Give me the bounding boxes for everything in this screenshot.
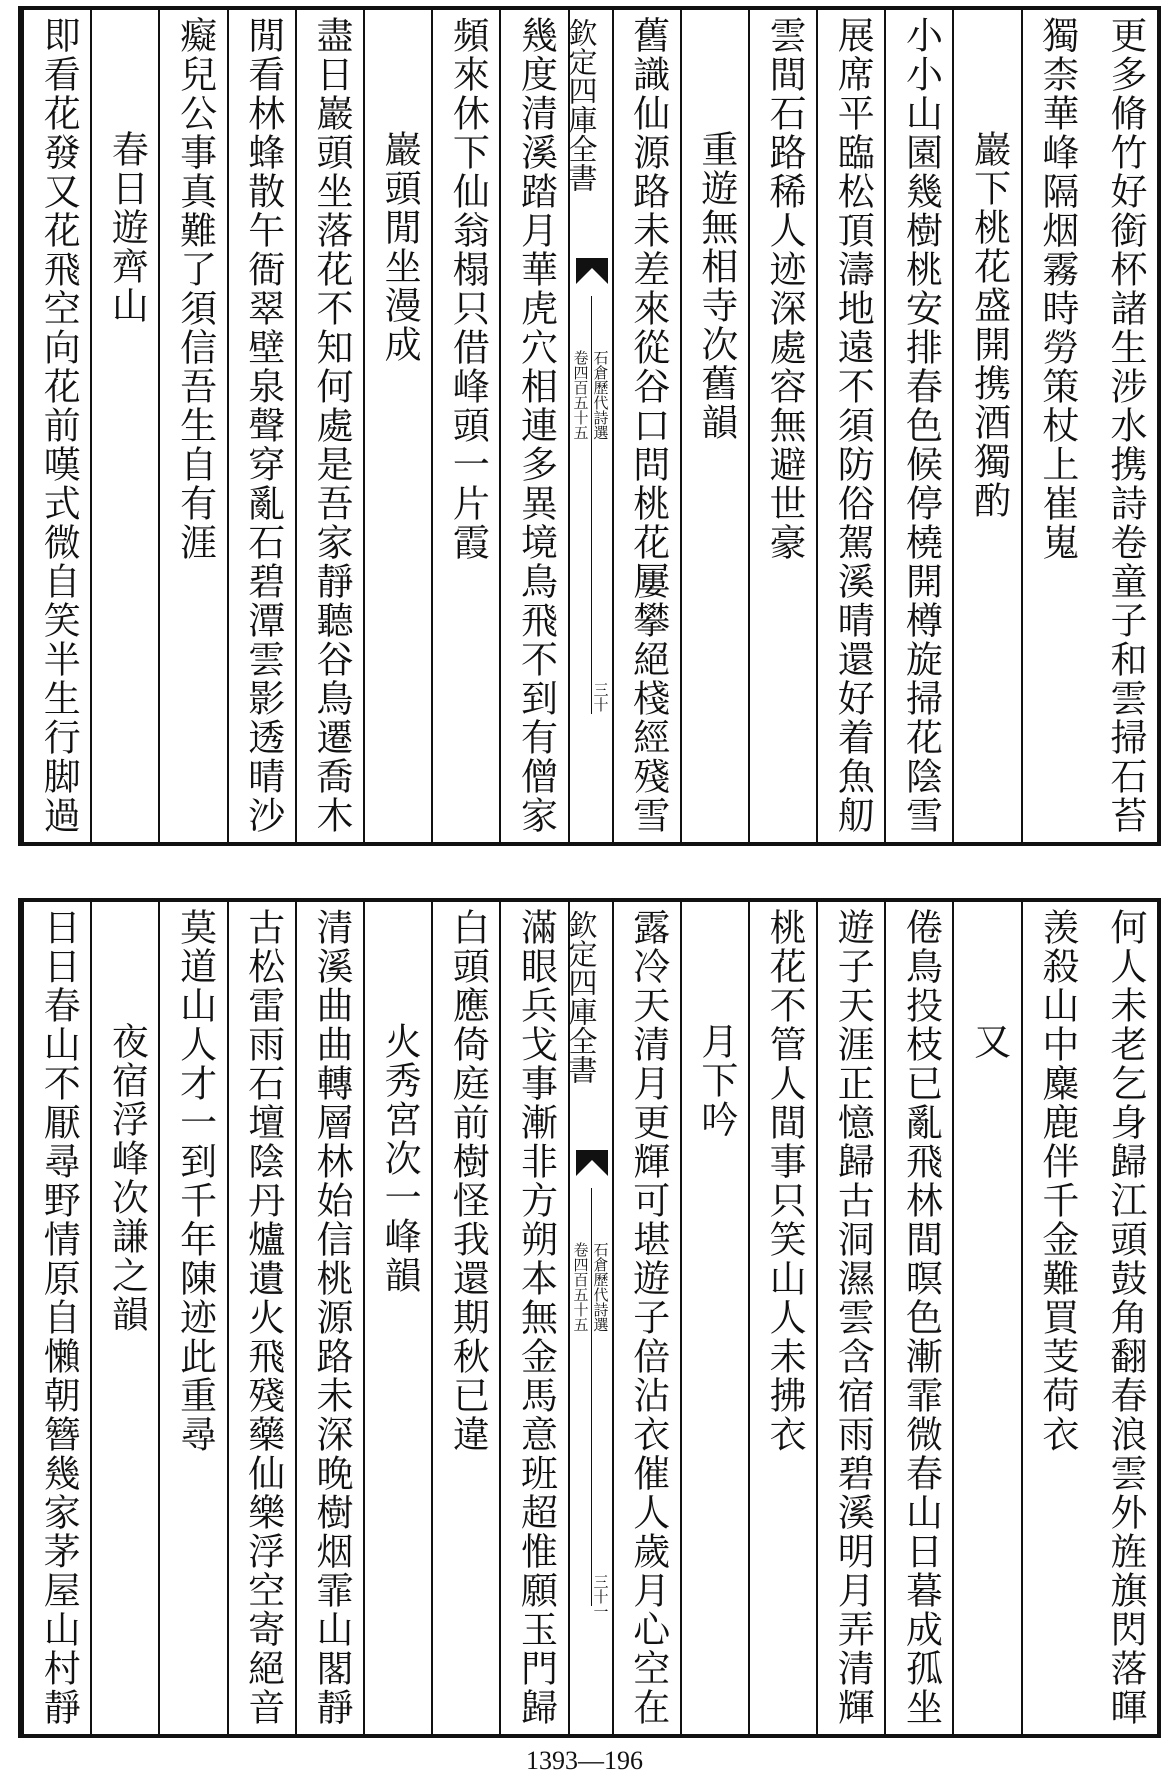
poem-line: 遊子天涯正憶歸古洞濕雲含宿雨碧溪明月弄清輝	[831, 908, 875, 1727]
poem-title: 又	[967, 1022, 1011, 1061]
text-column	[748, 10, 816, 842]
poem-title-column	[90, 10, 158, 842]
poem-line: 即看花發又花飛空向花前嘆式微自笑半生行脚過	[37, 16, 81, 835]
volume-label: 卷四百五十五	[571, 1242, 590, 1332]
poem-title-column	[952, 10, 1020, 842]
poem-line: 清溪曲曲轉層林始信桃源路未深晚樹烟霏山閣靜	[309, 908, 353, 1727]
center-fold-column	[564, 10, 612, 842]
book-title: 欽定四庫全書	[564, 18, 599, 192]
poem-line: 小小山園幾樹桃安排春色候停橈開樽旋掃花陰雪	[899, 16, 943, 835]
collection-name: 石倉歷代詩選	[591, 350, 610, 440]
fish-tail-mark-icon	[576, 1150, 608, 1176]
text-column	[612, 902, 680, 1734]
text-column	[431, 10, 499, 842]
book-title: 欽定四庫全書	[564, 910, 599, 1084]
poem-line: 雲間石路稀人迹深處容無避世豪	[763, 16, 807, 562]
poem-line: 幾度清溪踏月華虎穴相連多異境鳥飛不到有僧家	[514, 16, 558, 835]
text-column	[612, 10, 680, 842]
fish-tail-mark-icon	[576, 258, 608, 284]
poem-line: 古松雷雨石壇陰丹爐遺火飛殘藥仙樂浮空寄絕音	[241, 908, 285, 1727]
text-column	[1089, 10, 1157, 842]
poem-line: 頻來休下仙翁榻只借峰頭一片霞	[446, 16, 490, 562]
text-column	[227, 902, 295, 1734]
text-column	[22, 10, 90, 842]
poem-line: 何人未老乞身歸江頭鼓角翻春浪雲外旌旗閃落暉	[1104, 908, 1147, 1727]
poem-line: 桃花不管人間事只笑山人未拂衣	[763, 908, 807, 1454]
text-column	[1021, 902, 1089, 1734]
page-top	[18, 6, 1161, 846]
leaf-number: 三十一	[591, 1574, 610, 1619]
text-column	[1089, 902, 1157, 1734]
collection-note	[571, 1242, 610, 1382]
poem-title: 重遊無相寺次舊韻	[694, 130, 738, 442]
poem-line: 舊識仙源路未差來從谷口問桃花屢攀絕棧經殘雪	[626, 16, 670, 835]
text-column	[816, 902, 884, 1734]
poem-title-column	[952, 902, 1020, 1734]
text-column	[1021, 10, 1089, 842]
poem-line: 展席平臨松頂濤地遠不須防俗駕溪晴還好着魚舠	[831, 16, 875, 835]
text-column	[816, 10, 884, 842]
text-column	[22, 902, 90, 1734]
poem-line: 更多脩竹好銜杯諸生涉水携詩卷童子和雲掃石苔	[1104, 16, 1147, 835]
poem-line: 白頭應倚庭前樹怪我還期秋已違	[446, 908, 490, 1454]
leaf-number: 三十	[591, 682, 610, 712]
text-column	[431, 902, 499, 1734]
poem-title-column	[90, 902, 158, 1734]
poem-title: 巖頭閒坐漫成	[378, 130, 422, 364]
poem-line: 羡殺山中麋鹿伴千金難買芰荷衣	[1035, 908, 1079, 1454]
volume-label: 卷四百五十五	[571, 350, 590, 440]
text-column	[748, 902, 816, 1734]
poem-line: 倦鳥投枝已亂飛林間暝色漸霏微春山日暮成孤坐	[899, 908, 943, 1727]
poem-title: 春日遊齊山	[105, 130, 149, 325]
poem-title: 夜宿浮峰次謙之韻	[105, 1022, 149, 1334]
text-column	[499, 10, 567, 842]
poem-title-column	[363, 902, 431, 1734]
text-column	[295, 902, 363, 1734]
page-number: 1393—196	[526, 1746, 643, 1775]
poem-title: 月下吟	[694, 1022, 738, 1139]
poem-line: 露冷天清月更輝可堪遊子倍沾衣催人歲月心空在	[626, 908, 670, 1727]
collection-note	[571, 350, 610, 490]
poem-line: 獨柰華峰隔烟霧時勞策杖上崔嵬	[1035, 16, 1079, 562]
poem-title-column	[363, 10, 431, 842]
poem-line: 滿眼兵戈事漸非方朔本無金馬意班超惟願玉門歸	[514, 908, 558, 1727]
poem-line: 癡兒公事真難了須信吾生自有涯	[173, 16, 217, 562]
poem-line: 日日春山不厭尋野情原自懶朝簪幾家茅屋山村靜	[37, 908, 81, 1727]
collection-name: 石倉歷代詩選	[591, 1242, 610, 1332]
poem-title-column	[680, 902, 748, 1734]
poem-line: 閒看林蜂散午衙翠壁泉聲穿亂石碧潭雲影透晴沙	[241, 16, 285, 835]
poem-title: 火秀宮次一峰韻	[378, 1022, 422, 1295]
poem-title-column	[680, 10, 748, 842]
page-bottom	[18, 898, 1161, 1738]
poem-line: 莫道山人才一到千年陳迹此重尋	[173, 908, 217, 1454]
center-fold-column	[564, 902, 612, 1734]
poem-title: 巖下桃花盛開携酒獨酌	[967, 130, 1011, 520]
text-column	[884, 902, 952, 1734]
text-column	[158, 10, 226, 842]
text-column	[227, 10, 295, 842]
text-column	[499, 902, 567, 1734]
poem-line: 盡日巖頭坐落花不知何處是吾家靜聽谷鳥遷喬木	[309, 16, 353, 835]
text-column	[884, 10, 952, 842]
text-column	[158, 902, 226, 1734]
text-column	[295, 10, 363, 842]
